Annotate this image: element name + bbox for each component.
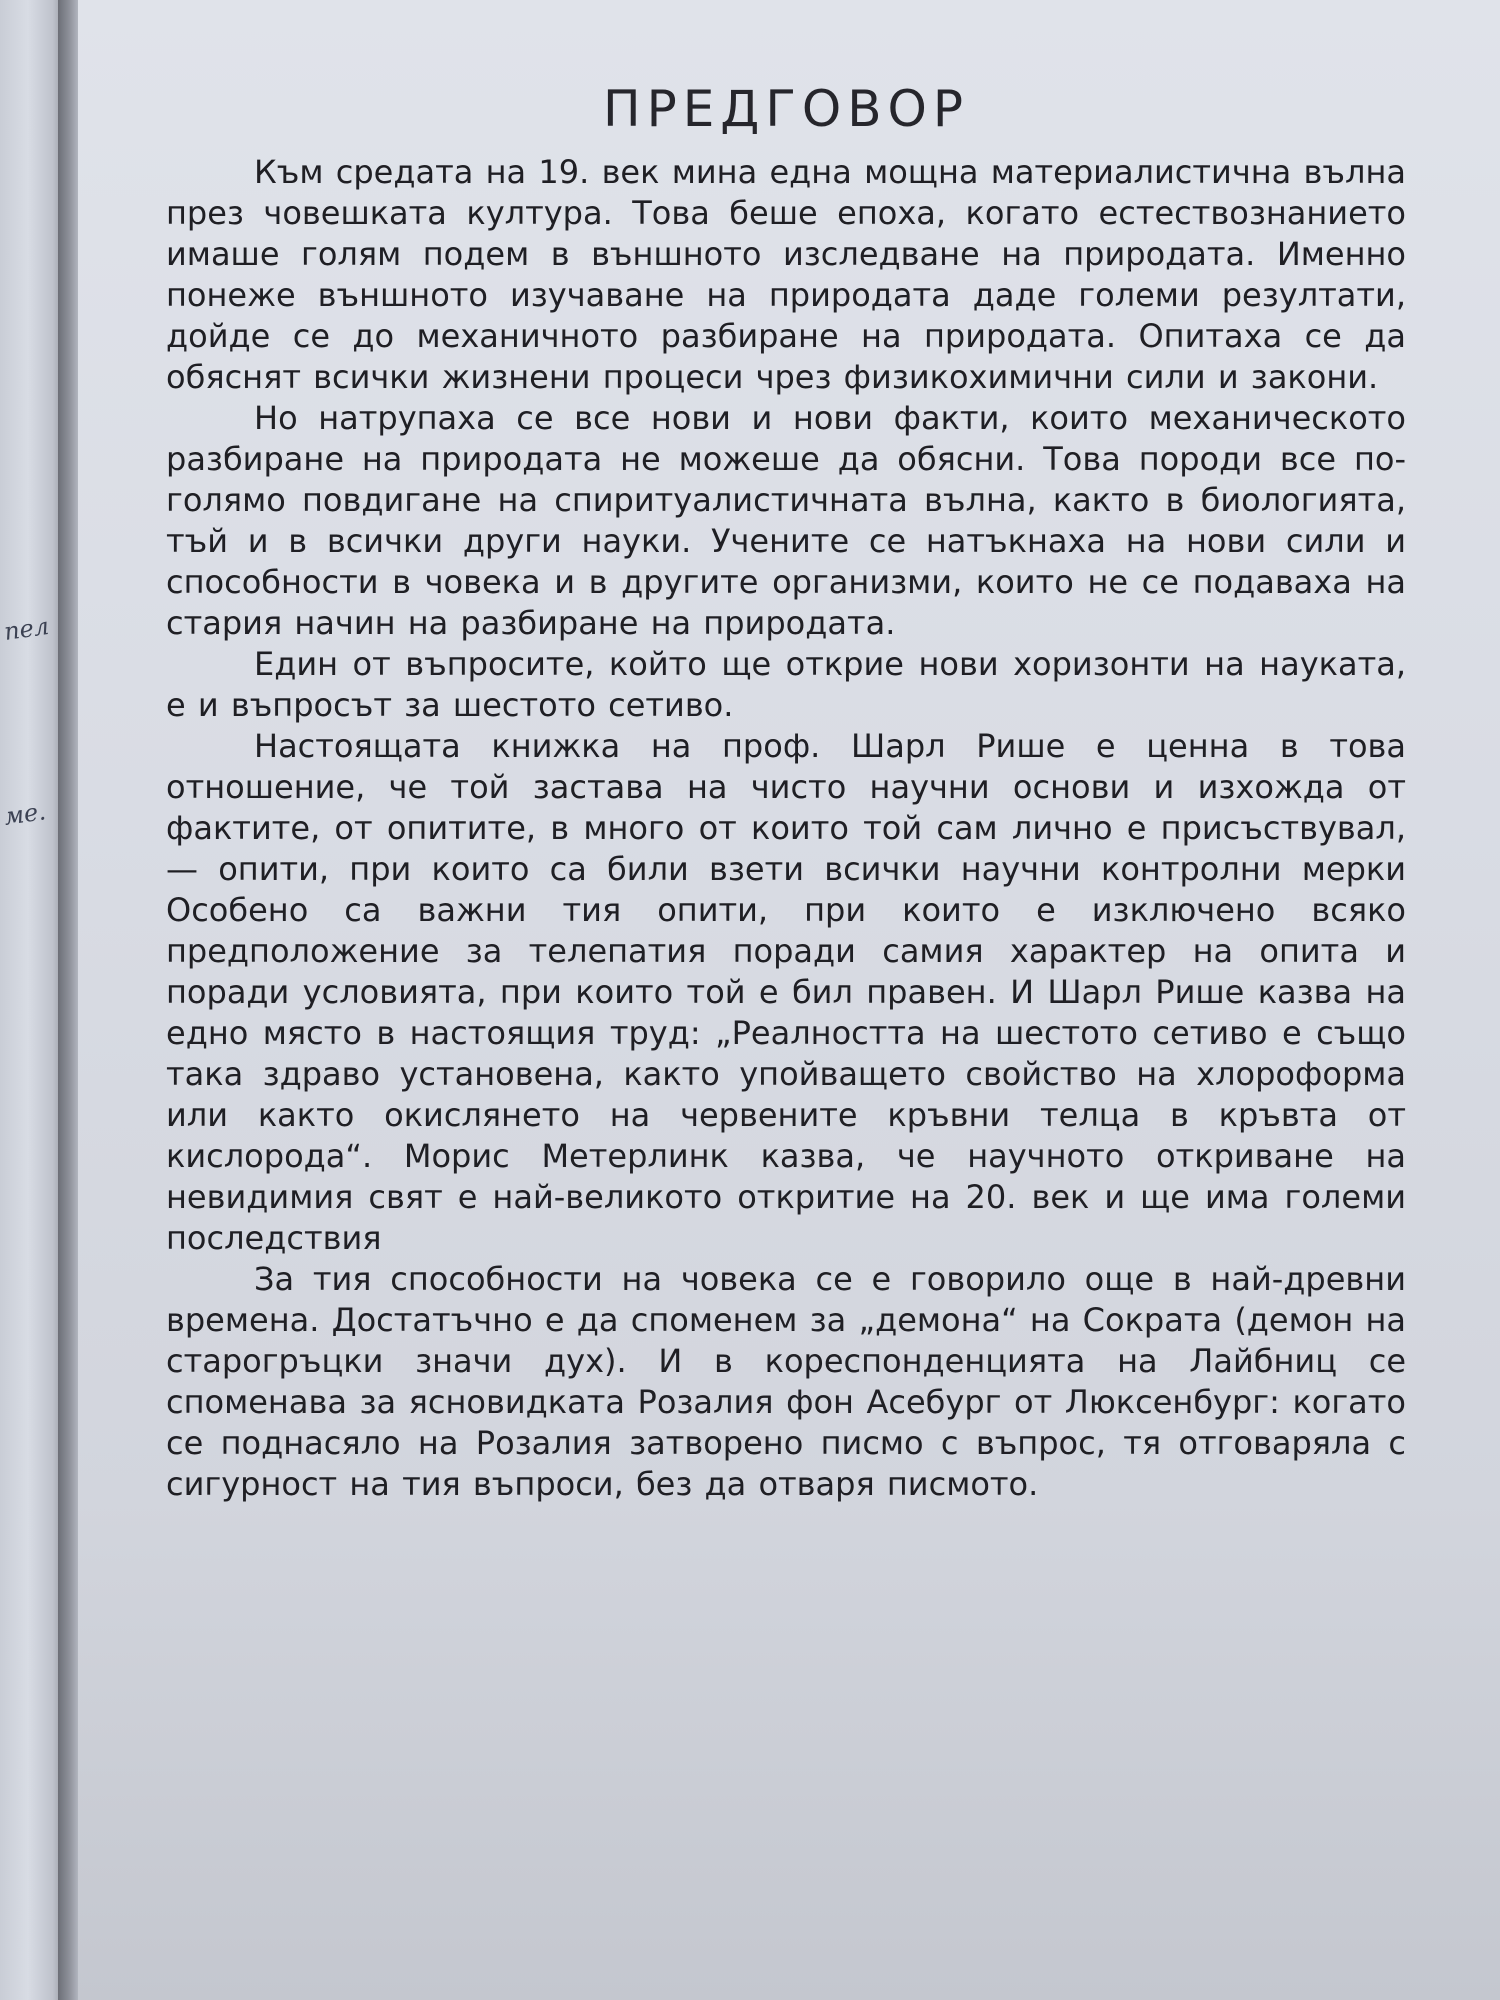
facing-page-text-fragment: ме.	[2, 797, 48, 831]
book-page	[78, 0, 1500, 2000]
facing-page-text-fragment: пел	[2, 612, 51, 646]
book-gutter	[58, 0, 80, 2000]
paragraph: Но натрупаха се все нови и нови факти, които механическото разбиране на природата не можеше да обясни. Това породи все по-голямо повдигане на спиритуалистичната вълна, както в биологията, тъй и в всички други науки. Учените се натъкнаха на нови сили и способности в човека и в другите организми, които не се подаваха на стария начин на разбиране на природата.	[166, 399, 1406, 642]
page-text	[166, 80, 1406, 1505]
paragraph: Към средата на 19. век мина една мощна материалистична вълна през човешката култура. Това беше епоха, когато естествознанието имаше голям подем в външното изследване на природата. Именно понеже външното изучаване на природата даде големи резултати, дойде се до механичното разбиране на природата. Опитаха се да обяснят всички жизнени процеси чрез физикохимични сили и закони.	[166, 153, 1406, 396]
page-title: ПРЕДГОВОР	[602, 80, 970, 138]
facing-page-edge	[0, 0, 62, 2000]
paragraph: Един от въпросите, който ще открие нови хоризонти на науката, е и въпросът за шестото сетиво.	[166, 645, 1406, 724]
paragraph: Настоящата книжка на проф. Шарл Рише е ценна в това отношение, че той застава на чисто научни основи и изхожда от фактите, от опитите, в много от които той сам лично е присъствувал, — опити, при които са били взети всички научни контролни мерки Особено са важни тия опити, при които е изключено всяко предположение за телепатия поради самия характер на опита и поради условията, при които той е бил правен. И Шарл Рише казва на едно място в настоящия труд: „Реалността на шестото сетиво е също така здраво установена, както упойващето свойство на хлороформа или както окислянето на червените кръвни телца в кръвта от кислорода“. Морис Метерлинк казва, че научното откриване на невидимия свят е най-великото откритие на 20. век и ще има големи последствия	[166, 727, 1406, 1257]
paragraph: За тия способности на човека се е говорило още в най-древни времена. Достатъчно е да споменем за „демона“ на Сократа (демон на старогръцки значи дух). И в кореспонденцията на Лайбниц се споменава за ясновидката Розалия фон Асебург от Люксенбург: когато се поднасяло на Розалия затворено писмо с въпрос, тя отговаряла с сигурност на тия въпроси, без да отваря писмото.	[166, 1260, 1406, 1503]
